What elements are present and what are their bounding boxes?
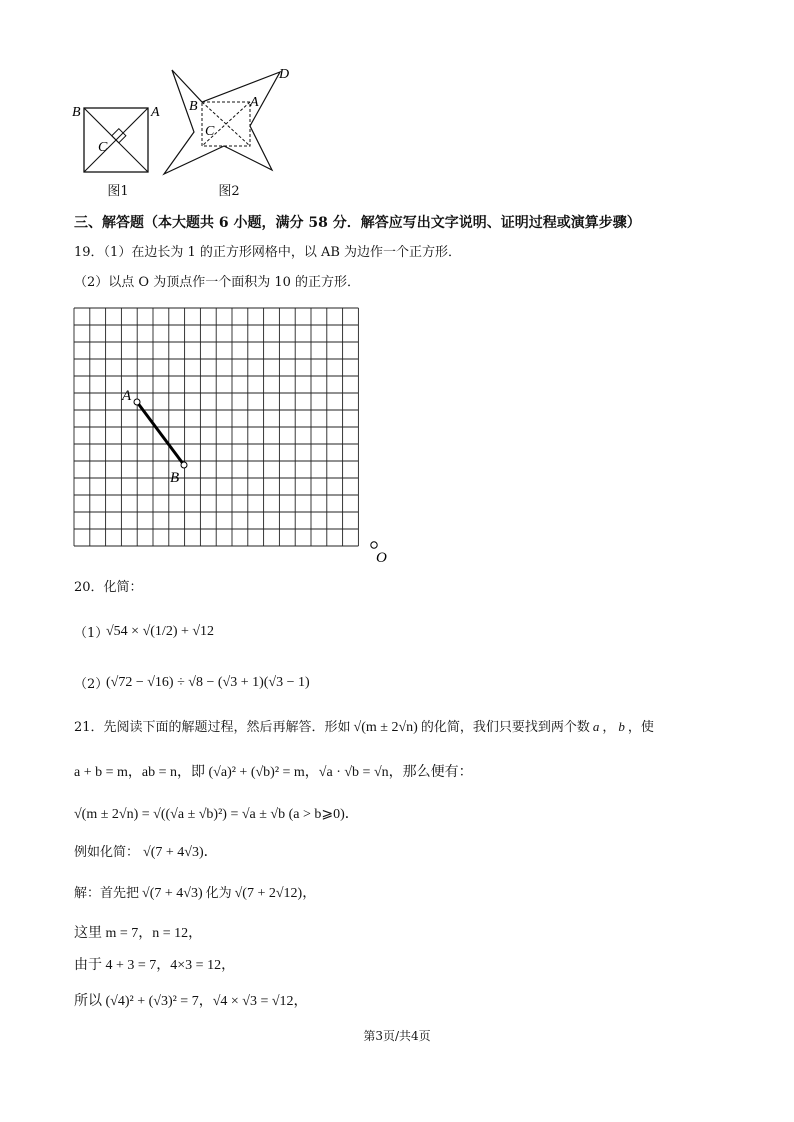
fig2-label-d: D: [279, 67, 290, 82]
fig1-label-c: C: [98, 140, 108, 155]
q21-since: 由于 4 + 3 = 7，4×3 = 12，: [74, 958, 236, 973]
label-a: A: [122, 388, 132, 404]
segment-ab: [137, 402, 184, 465]
point-o: [371, 542, 377, 548]
fig2-label-b: B: [189, 99, 198, 114]
q21-sol-expr2: √(7 + 2√12)，: [234, 886, 317, 901]
q20-part2-label: （2）: [74, 677, 109, 692]
label-b: B: [170, 470, 180, 486]
figure-2: [164, 67, 289, 174]
q21-var-a: a: [592, 719, 600, 734]
q20-title: 20．化简：: [74, 580, 143, 595]
q21-sol-a: 解：首先把: [74, 886, 140, 901]
label-o: O: [376, 550, 387, 566]
q21-intro-b: 的化简，我们只要找到两个数: [420, 720, 590, 735]
q20-part1-label: （1）: [74, 626, 109, 641]
q21-intro-a: 21．先阅读下面的解题过程，然后再解答．形如: [74, 720, 351, 735]
q21-solution: [74, 886, 316, 902]
q21-line2: a + b = m，ab = n，即 (√a)² + (√b)² = m，√a · √b = √n，那么便有：: [74, 765, 473, 780]
point-b: [181, 462, 187, 468]
q19-grid: [70, 302, 400, 570]
page-number: 第3页/共4页: [363, 1029, 431, 1043]
q21-example: [74, 845, 218, 861]
fig2-label-c: C: [205, 124, 215, 139]
figure-2-caption: 图2: [218, 184, 240, 199]
q21-example-label: 例如化简：: [74, 845, 140, 860]
fig2-label-a: A: [250, 95, 259, 110]
q21-intro: 21．先阅读下面的解题过程，然后再解答．形如 √(m ± 2√n) 的化简，我们只要找到两个数 a ， b ，使: [74, 719, 654, 735]
q21-sol-b: 化为: [205, 886, 232, 901]
q21-intro-c: ，使: [627, 720, 654, 735]
figures-svg: [60, 58, 320, 198]
fig1-label-a: A: [151, 105, 160, 120]
point-a: [134, 399, 140, 405]
q21-intro-expr: √(m ± 2√n): [353, 720, 418, 735]
figure-1-caption: 图1: [107, 184, 129, 199]
section-heading: 三、解答题（本大题共 6 小题，满分 58 分．解答应写出文字说明、证明过程或演算步骤）: [74, 215, 641, 231]
q21-sol-expr1: √(7 + 4√3): [142, 886, 203, 901]
q21-here: 这里 m = 7，n = 12，: [74, 926, 203, 941]
q21-var-b: b: [618, 719, 625, 734]
fig1-label-b: B: [72, 105, 81, 120]
figure-1: [72, 105, 160, 172]
q19-part1: 19．（1）在边长为 1 的正方形网格中，以 AB 为边作一个正方形．: [74, 245, 462, 260]
q19-part2: （2）以点 O 为顶点作一个面积为 10 的正方形．: [74, 275, 361, 290]
q20-part1-expr: √54 × √(1/2) + √12: [106, 624, 215, 639]
q21-identity: √(m ± 2√n) = √((√a ± √b)²) = √a ± √b (a > b⩾0)．: [74, 807, 359, 822]
q21-example-expr: √(7 + 4√3)．: [143, 845, 218, 860]
q20-part2-expr: (√72 − √16) ÷ √8 − (√3 + 1)(√3 − 1): [106, 675, 310, 690]
q21-so: 所以 (√4)² + (√3)² = 7，√4 × √3 = √12，: [74, 994, 308, 1009]
